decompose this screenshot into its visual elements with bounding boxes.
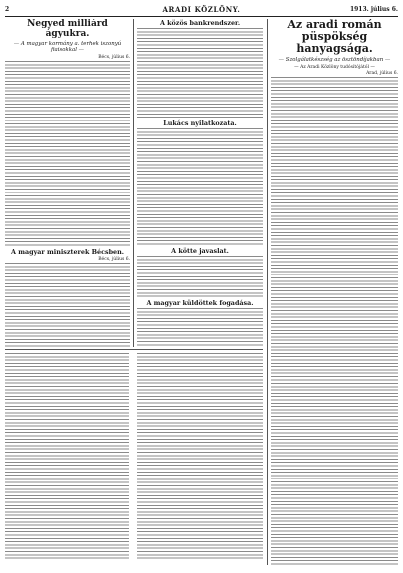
article-body (5, 195, 130, 247)
article-body (137, 256, 263, 298)
article-title: Lukács nyilatkozata. (163, 119, 237, 127)
article-title: A kötte javaslat. (171, 247, 229, 255)
column-right (271, 19, 398, 565)
article-byline: — Az Aradi Közlöny tudósítójától — (294, 65, 375, 70)
article-col2-top (137, 20, 263, 118)
article-col2-mid (137, 120, 263, 246)
article-body (271, 179, 398, 275)
section-rule (5, 349, 263, 350)
newspaper-name: ARADI KÖZLÖNY. (162, 5, 241, 14)
article-body (5, 263, 130, 347)
article-body (137, 308, 263, 347)
article-dateline: Arad, július 6. (366, 71, 398, 76)
masthead (5, 4, 398, 16)
article-body (5, 123, 130, 193)
column-middle (137, 19, 263, 347)
article-title: A közös bankrendszer. (159, 19, 241, 27)
article-title: A magyar miniszterek Bécsben. (11, 248, 124, 256)
column-rule-right (267, 19, 268, 565)
article-body (137, 28, 263, 118)
continuation-left (5, 353, 129, 561)
article-body (271, 383, 398, 479)
article-title: A magyar küldöttek fogadása. (146, 299, 254, 307)
newspaper-page (5, 4, 398, 565)
article-dateline: Bécs, július 6. (98, 55, 130, 60)
issue-date: 1913. július 6. (349, 6, 398, 13)
article-subtitle: — A magyar kormány a. terhek iszonyú fiaisokkal — (13, 41, 122, 53)
article-title: Negyed milliárd ágyukra. (27, 19, 108, 39)
column-left (5, 19, 130, 347)
article-dateline: Bécs, július 6. (98, 257, 130, 262)
continuation-right (137, 353, 263, 561)
article-war-reserve (5, 249, 130, 347)
bottom-continuation (5, 353, 263, 565)
article-body (271, 277, 398, 381)
article-title: Az aradi román püspökség hanyagsága. (287, 19, 382, 55)
article-billion (5, 19, 130, 247)
article-body (271, 77, 398, 177)
article-col2-last (137, 300, 263, 347)
article-body (5, 61, 130, 121)
article-body (271, 481, 398, 565)
article-romanian (271, 19, 398, 565)
article-subtitle: — Szolgálatkészség az ösztöndíjakban — (278, 57, 391, 63)
page-number: 2 (5, 6, 10, 13)
article-body (137, 128, 263, 246)
column-rule-left (133, 19, 134, 347)
article-col2-bottom (137, 248, 263, 298)
masthead-rule (5, 16, 398, 17)
